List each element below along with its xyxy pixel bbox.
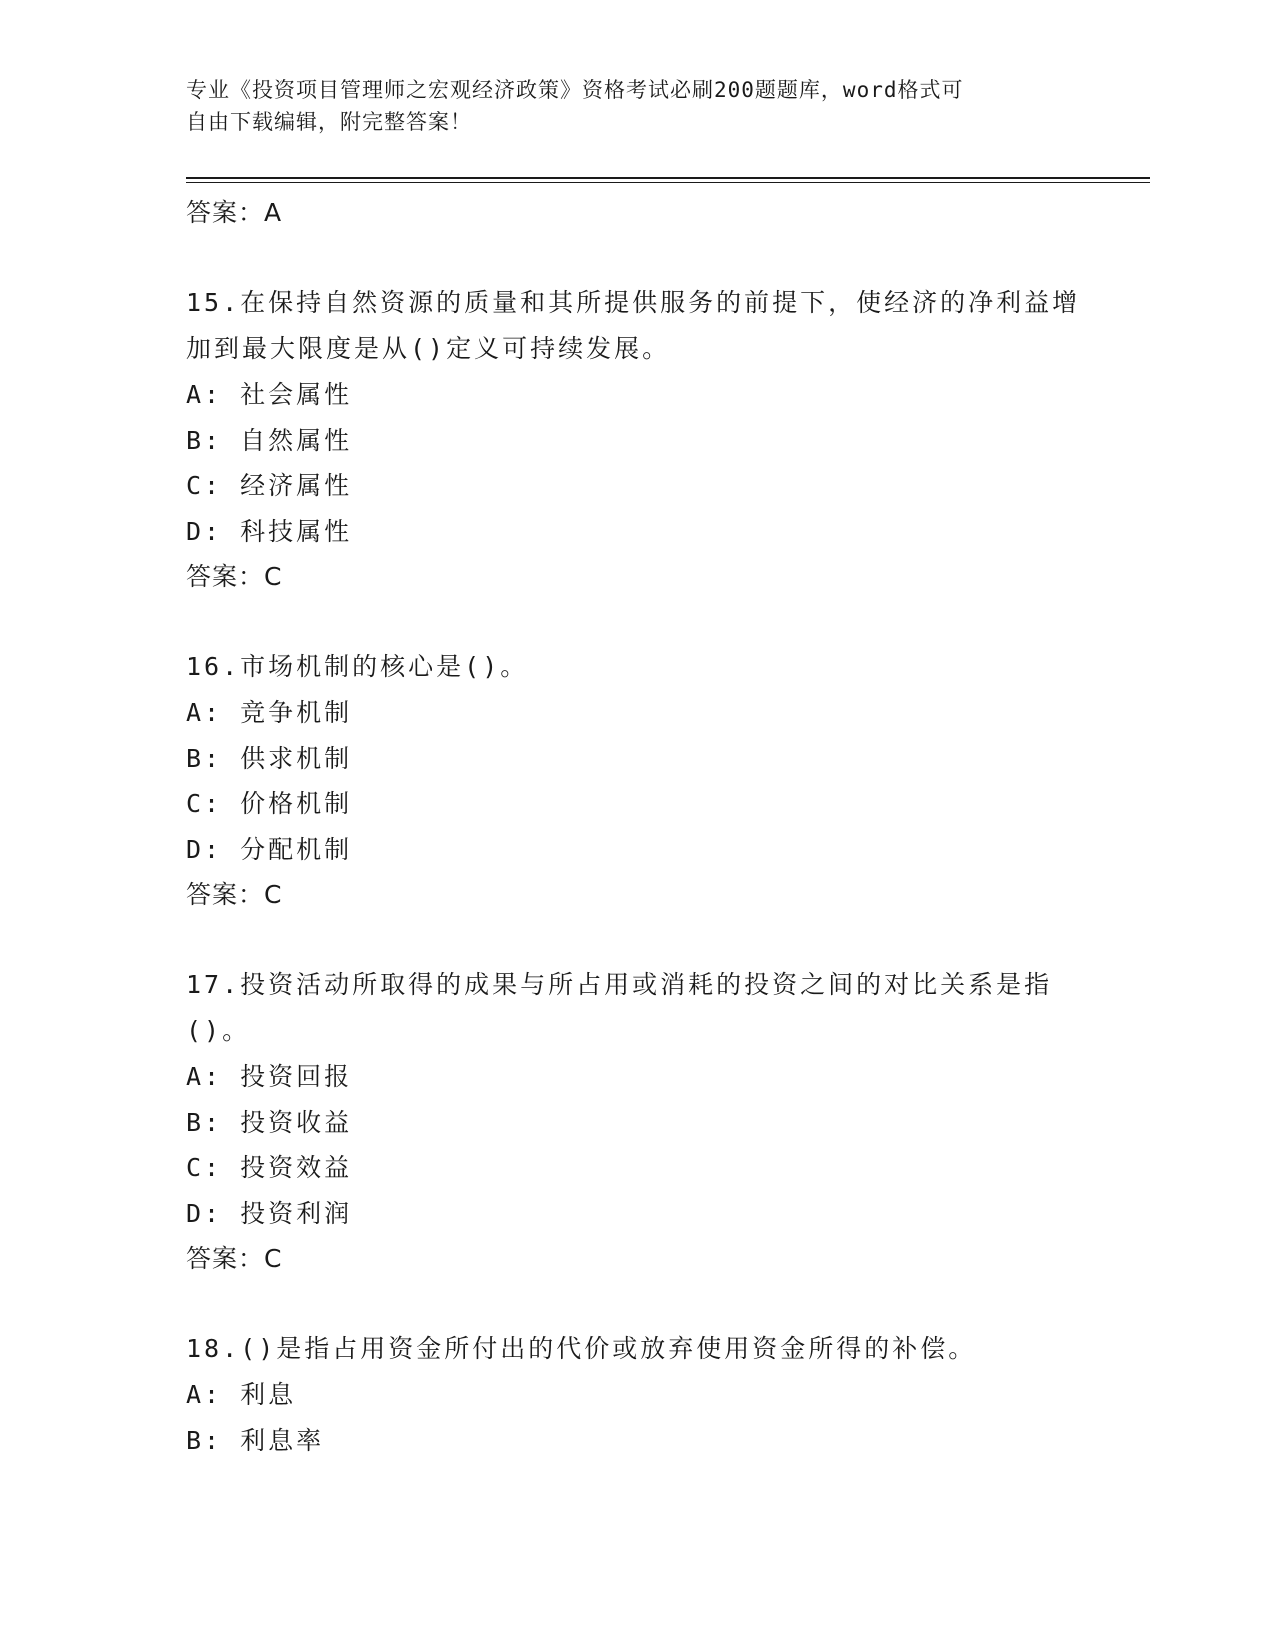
question-16 (186, 644, 1086, 918)
answer-line: 答案：C (186, 880, 283, 909)
question-18 (186, 1326, 1086, 1463)
question-stem: 16.市场机制的核心是()。 (186, 652, 529, 681)
option-a: A: 竞争机制 (186, 698, 353, 727)
answer-line: 答案：C (186, 562, 283, 591)
option-b: B: 供求机制 (186, 743, 353, 773)
question-stem: 17.投资活动所取得的成果与所占用或消耗的投资之间的对比关系是指()。 (186, 970, 1053, 1045)
option-c: C: 价格机制 (186, 789, 353, 818)
question-15 (186, 280, 1086, 600)
question-list (186, 190, 1086, 1463)
header-rule-thick (186, 177, 1150, 179)
header-line-1: 专业《投资项目管理师之宏观经济政策》资格考试必刷200题题库，word格式可 (186, 78, 964, 102)
option-b: B: 利息率 (186, 1425, 325, 1455)
question-stem: 15.在保持自然资源的质量和其所提供服务的前提下，使经济的净利益增加到最大限度是从()定义可持续发展。 (186, 288, 1081, 363)
option-d: D: 投资利润 (186, 1198, 353, 1228)
header-rule-thin (186, 182, 1150, 183)
option-d: D: 科技属性 (186, 516, 353, 546)
option-c: C: 投资效益 (186, 1153, 353, 1182)
option-d: D: 分配机制 (186, 834, 353, 864)
answer-line: 答案：C (186, 1244, 283, 1273)
option-b: B: 投资收益 (186, 1107, 353, 1137)
answer-line: 答案：A (186, 198, 283, 227)
question-17 (186, 962, 1086, 1282)
document-header (186, 74, 1086, 138)
header-line-2: 自由下载编辑，附完整答案！ (186, 110, 472, 134)
question-stem: 18.()是指占用资金所付出的代价或放弃使用资金所得的补偿。 (186, 1334, 977, 1363)
option-a: A: 社会属性 (186, 380, 353, 409)
option-a: A: 投资回报 (186, 1062, 353, 1091)
option-a: A: 利息 (186, 1380, 297, 1409)
option-c: C: 经济属性 (186, 471, 353, 500)
option-b: B: 自然属性 (186, 425, 353, 455)
